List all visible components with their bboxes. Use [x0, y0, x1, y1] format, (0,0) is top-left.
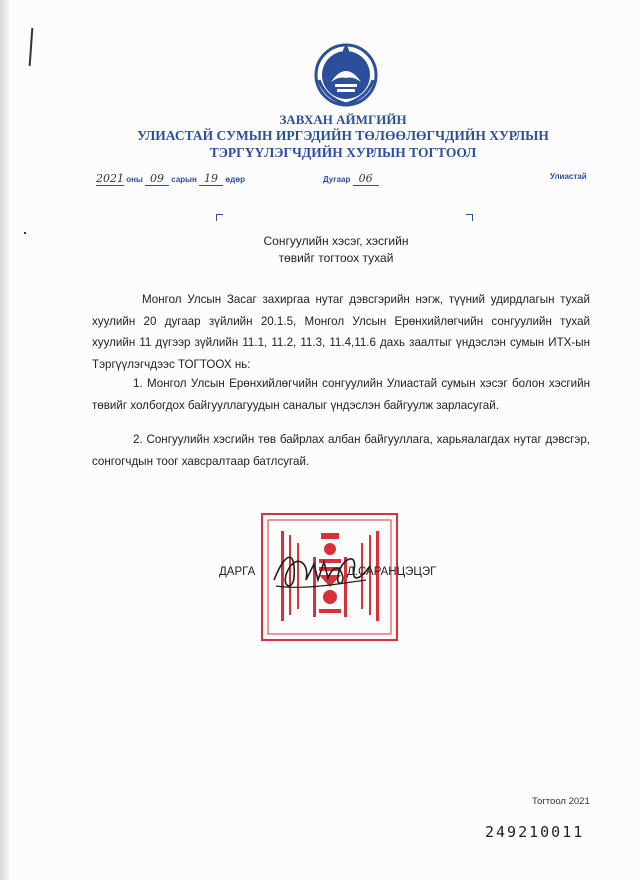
resolution-item-1: 1. Монгол Улсын Ерөнхийлөгчийн сонгуулийн Улиастай сумын хэсэг болон хэсгийн төвийг холбогдох байгууллагуудын саналыг үндэслэн байгуулж зарласугай.: [92, 377, 590, 412]
number-label: Дугаар: [323, 175, 351, 184]
pen-mark: [29, 28, 34, 66]
date-day-label: өдөр: [225, 175, 246, 184]
date-month-label: сарын: [171, 175, 197, 184]
date-month: 09: [145, 172, 169, 186]
document-reference: Тогтоол 2021: [532, 796, 590, 807]
place: Улиастай: [550, 172, 587, 181]
serial-number: 249210011: [485, 823, 585, 841]
resolution-item-2: 2. Сонгуулийн хэсгийн төв байрлах албан байгууллага, харьяалагдах нутаг дэвсгэр, сонгогчдын тоог хавсралтаар батлсугай.: [92, 433, 590, 468]
signatory-name: Д.САРАНЦЭЦЭГ: [347, 566, 437, 578]
header-resolution-title: ТЭРГҮҮЛЭГЧДИЙН ХУРЛЫН ТОГТООЛ: [209, 145, 477, 160]
number-line: [323, 172, 379, 186]
scan-edge-shadow: [0, 0, 10, 880]
subject-line-1: Сонгуулийн хэсэг, хэсгийн: [263, 234, 409, 248]
resolution-number: 06: [353, 172, 379, 186]
date-day: 19: [199, 172, 223, 186]
subject-corner-left: [216, 214, 223, 221]
date-year: 2021: [96, 172, 124, 185]
subject-line-2: төвийг тогтоох тухай: [278, 251, 394, 265]
signatory-title: ДАРГА: [219, 566, 256, 578]
header-council: УЛИАСТАЙ СУМЫН ИРГЭДИЙН ТӨЛӨӨЛӨГЧДИЙН ХУРЛЫН: [137, 128, 549, 143]
state-emblem-icon: [313, 40, 379, 108]
subject-corner-right: [466, 214, 473, 221]
date-line: [96, 172, 245, 186]
date-year-label: оны: [126, 175, 143, 184]
header-aimag: ЗАВХАН АЙМГИЙН: [279, 112, 407, 127]
preamble-paragraph: Монгол Улсын Засаг захиргаа нутаг дэвсгэрийн нэгж, түүний удирдлагын тухай хуулийн 20 дугаар зүйлийн 20.1.5, Монгол Улсын Ерөнхийлөгчийн сонгуулийн тухай хуулийн 11 дүгээр зүйлийн 11.1, 11.2, 11.3, 11.4,11.6 дахь заалтыг үндэслэн сумын ИТХ-ын Тэргүүлэгчдээс ТОГТООХ нь:: [92, 293, 590, 371]
